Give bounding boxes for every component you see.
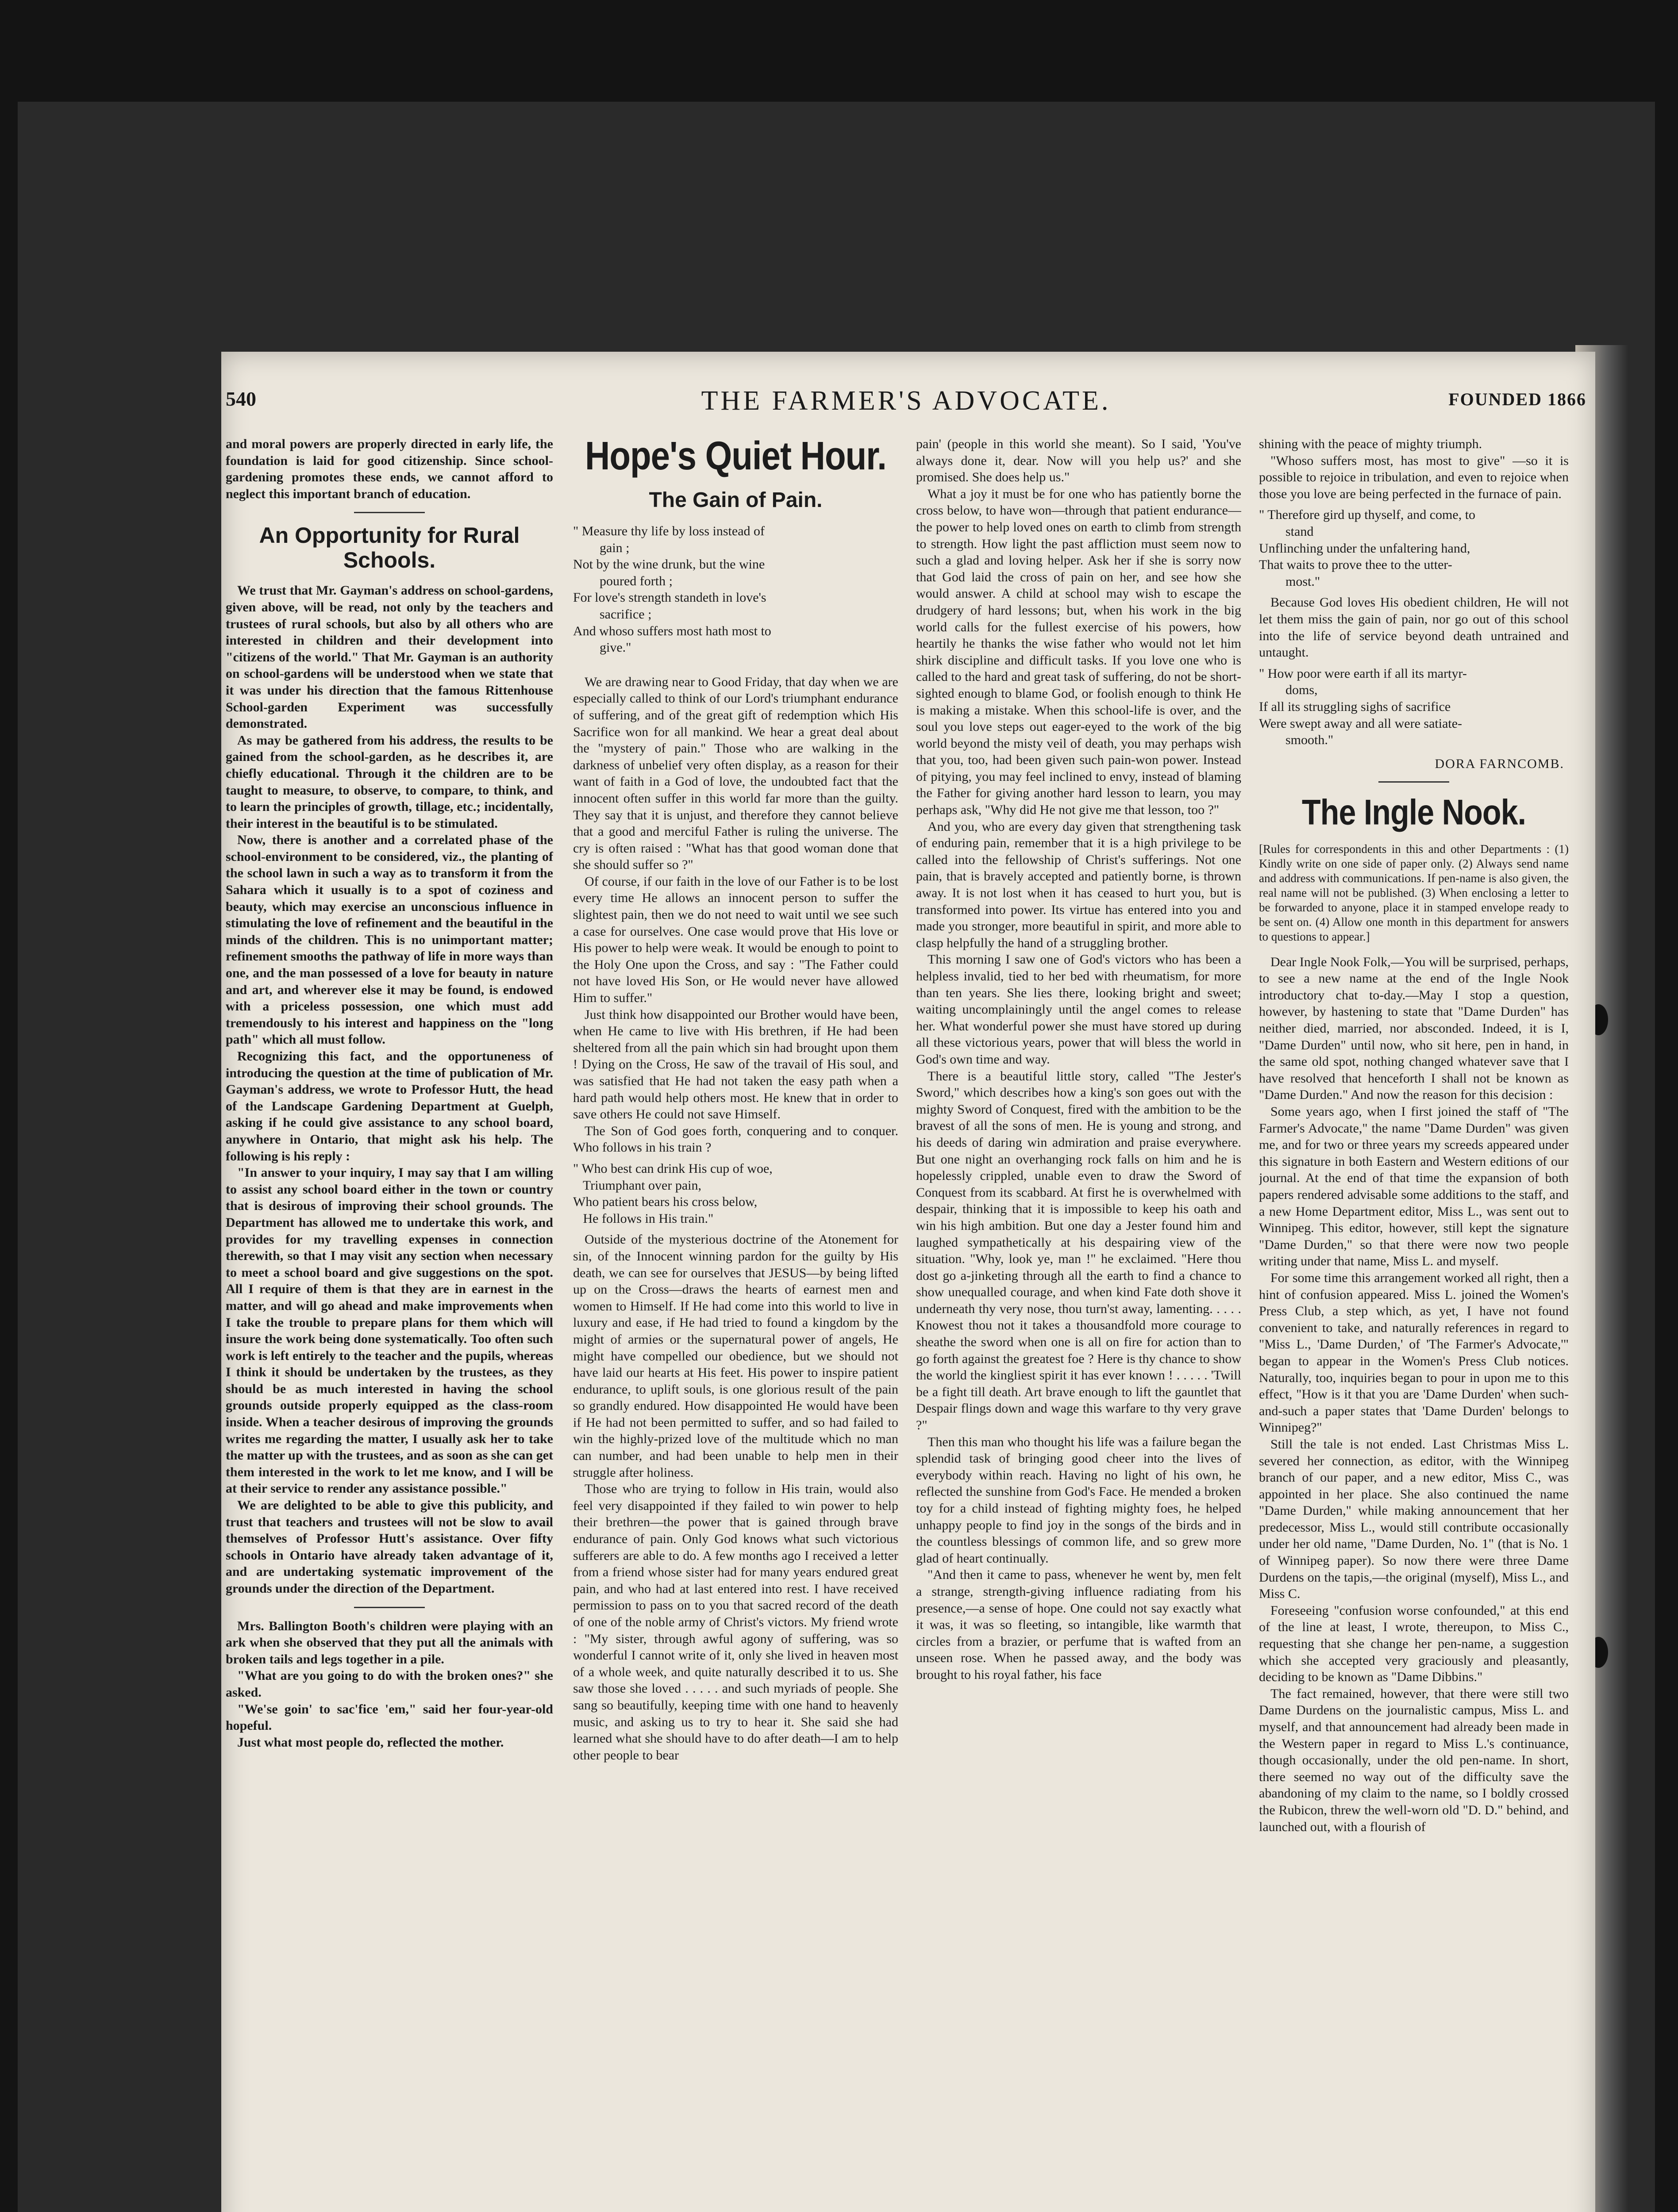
paragraph: Foreseeing "confusion worse confounded," at this end of the line at least, I wrote, thereupon, to Miss C., requesting that she change her pen-name, a suggestion which she accepted very graciously and pleasantly, deciding to be known as "Dame Dibbins." bbox=[1259, 1603, 1569, 1685]
paragraph: The fact remained, however, that there were still two Dame Durdens on the journalistic campus, Miss L. and myself, and that announcement had already been made in the Western paper in regard to Miss L.'s continuance, though occasionally, under the old pen-name. In short, there seemed no way out of the difficulty save the abandoning of my claim to the name, so I boldly crossed the Rubicon, threw the well-worn old "D. D." behind, and launched out, with a flourish of bbox=[1259, 1686, 1569, 1834]
poem-line: Were swept away and all were satiate- bbox=[1259, 716, 1462, 731]
paragraph: "Whoso suffers most, has most to give" —so it is possible to rejoice in tribulation, and even to rejoice when those you love are being perfected in the furnace of pain. bbox=[1259, 453, 1569, 501]
paragraph: Just what most people do, reflected the mother. bbox=[237, 1735, 504, 1750]
paragraph: There is a beautiful little story, called "The Jester's Sword," which describes how a king's son goes out with the mighty Sword of Conquest, fired with the ambition to be the bravest of all the sons of men. He is young and strong, and his deeds of daring win admiration and praise everywhere. But one night an overhanging rock falls on him and he is hopelessly crippled, unable even to draw the Sword of Conquest from its scabbard. At first he is overwhelmed with despair, thinking that it is impossible to keep his oath and win his high ambition. But one day a Jester found him and laughed sympathetically at his despairing view of the situation. "Why, look ye, man !" he exclaimed. "Here thou dost go a-jinketing through all the earth to find a chance to show unequalled courage, and when kind Fate doth shove it underneath thy very nose, thou turn'st away, lamenting. . . . . Knowest thou not it takes a thousandfold more courage to sheathe the sword when one is all on fire for action than to go forth against the greatest foe ? Here is thy chance to show the world the kingliest spirit it has ever known ! . . . . . 'Twill be a fight till death. Art brave enough to lift the gauntlet that Despair flings down and wage this warfare to thy very grave ?" bbox=[916, 1068, 1241, 1433]
paragraph: "And then it came to pass, whenever he went by, men felt a strange, strength-giving influence radiating from his presence,—a sense of hope. One could not say exactly what it was, it was so fleeting, so intangible, like warmth that circles from a brazier, or perfume that is wafted from an unseen rose. When he passed away, and the body was brought to his royal father, his face bbox=[916, 1567, 1241, 1682]
poem-line: He follows in His train." bbox=[573, 1211, 714, 1226]
poem-line: doms, bbox=[1259, 683, 1318, 698]
paragraph: Just think how disappointed our Brother would have been, when He came to live with His brethren, if He had been sheltered from all the pain which sin had brought upon them ! Dying on the Cross, He saw of the travail of His soul, and was satisfied that He had not taken the easy path when a hard path would help others most. He knew that in order to save others He could not save Himself. bbox=[573, 1007, 898, 1122]
correspondent-rules: [Rules for correspondents in this and other Departments : (1) Kindly write on one side of paper only. (2) Always send name and address with communications. If pen-name is also given, the real name will not be published. (3) When enclosing a letter to be forwarded to anyone, place it in stamped envelope ready to be sent on. (4) Allow one month in this department for answers to questions to appear.] bbox=[1259, 842, 1569, 943]
gain-of-pain-subtitle: The Gain of Pain. bbox=[649, 488, 823, 512]
paragraph: Outside of the mysterious doctrine of the Atonement for sin, of the Innocent winning pardon for the guilty by His death, we can see for ourselves that JESUS—by being lifted up on the Cross—draws the hearts of earnest men and women to Himself. If He had come into this world to live in luxury and ease, if He had tried to found a kingdom by the might of armies or the supernatural power of angels, He might have compelled our obedience, but we should not have laid our hearts at His feet. His power to inspire patient endurance, to uplift souls, is one glorious result of the pain so grandly endured. How disappointed He would have been if He had not been permitted to suffer, and so had failed to win the highly-prized love of the multitude which no man can number, and had been unable to help men in their struggle after holiness. bbox=[573, 1232, 898, 1480]
paragraph: Those who are trying to follow in His train, would also feel very disappointed if they failed to win power to help their brethren—the power that is gained through brave endurance of pain. Only God knows what such victorious sufferers are able to do. A few months ago I received a letter from a friend whose sister had for many years endured great pain, and who had at last entered into rest. I have received permission to pass on to you that sacred record of the death of one of the noble army of Christ's victors. My friend wrote : "My sister, through awful agony of suffering, was so wonderful I cannot write of it, only she lived in heaven most of a whole week, and quite naturally described it to us. She saw those she loved . . . . . and such myriads of people. She sang so beautifully, keeping time with one hand to heavenly music, and asking us to try to hear it. She said she had learned what she should have to do after death—I am to help other people to bear bbox=[573, 1482, 898, 1763]
poem-line: smooth." bbox=[1259, 733, 1334, 748]
poem-line: For love's strength standeth in love's bbox=[573, 590, 766, 605]
column-3 bbox=[916, 436, 1241, 2212]
article-columns bbox=[226, 436, 1571, 2212]
paragraph: "In answer to your inquiry, I may say that I am willing to assist any school board either in the town or country that is desirous of improving their school grounds. The Department has allowed me to undertake this work, and provides for my travelling expenses in connection therewith, so that I may visit any section when necessary to meet a school board and give suggestions on the spot. All I require of them is that they are in earnest in the matter, and will go ahead and make improvements when I take the trouble to prepare plans for them which will insure the work being done systematically. Too often such work is left entirely to the teacher and the pupils, whereas I think it should be undertaken by the trustees, as they should be as much interested in having the school grounds outside properly equipped as the class-room inside. When a teacher desirous of improving the grounds writes me regarding the matter, I usually ask her to take the matter up with the trustees, and as soon as she can get them interested in the work to let me know, and I will be at their service to render any assistance possible." bbox=[226, 1165, 553, 1496]
paragraph: Recognizing this fact, and the opportuneness of introducing the question at the time of publication of Mr. Gayman's address, we wrote to Professor Hutt, the head of the Landscape Gardening Department at Guelph, asking if he could give assistance to any school board, anywhere in Ontario, that might ask his help. The following is his reply : bbox=[226, 1049, 553, 1164]
paragraph: Then this man who thought his life was a failure began the splendid task of bringing good cheer into the lives of everybody within reach. Having no light of his own, he reflected the sunshine from God's Face. He mended a broken toy for a child instead of fighting mighty foes, he helped unhappy people to find joy in the songs of the birds and in the countless blessings of common life, and so grew more glad of heart continually. bbox=[916, 1434, 1241, 1566]
divider bbox=[1378, 781, 1449, 783]
paragraph: "What are you going to do with the broken ones?" she asked. bbox=[226, 1668, 553, 1700]
paragraph: What a joy it must be for one who has patiently borne the cross below, to have won—through that patient endurance—the power to help loved ones on earth to climb from strength to strength. How light the past affliction must seem now to such a glad and loving helper. Ask her if she is sorry now that God laid the cross of pain on her, and see how she would answer. A child at school may wish to escape the drudgery of hard lessons; but, when his work in the big world calls for the fullest exercise of his powers, how heartily he thanks the wise father who would not let him shirk discipline and difficult tasks. If you love one who is called to the hard and great task of suffering, do not be short-sighted enough to blame God, or foolish enough to think He is making a mistake. When this school-life is over, and the soul you love steps out eager-eyed to the work of the big world beyond the misty veil of death, you may perhaps wish that you, too, had been given such pain-won power. Instead of pitying, you may feel inclined to envy, instead of blaming the Father for giving another hard lesson to learn, you may perhaps ask, "Why did He not give me that lesson, too ?" bbox=[916, 486, 1241, 818]
poem-line: If all its struggling sighs of sacrifice bbox=[1259, 699, 1451, 714]
paragraph: We are drawing near to Good Friday, that day when we are especially called to think of our Lord's triumphant endurance of suffering, and of the great gift of redemption which His Sacrifice won for all mankind. We hear a great deal about the "mystery of pain." Those who are walking in the darkness of unbelief very often display, as a reason for their want of faith in a God of love, the undoubted fact that the innocent often suffer in this world far more than the guilty. They say that it is unjust, and therefore they cannot believe that a good and merciful Father is ruling the universe. The cry is often raised : "What has that good woman done that she should suffer so ?" bbox=[573, 674, 898, 872]
poem bbox=[573, 1160, 898, 1227]
page-number: 540 bbox=[226, 388, 256, 410]
poem-line: Triumphant over pain, bbox=[573, 1178, 701, 1193]
poem-line: " Measure thy life by loss instead of bbox=[573, 524, 765, 538]
hopes-quiet-hour-title: Hope's Quiet Hour. bbox=[585, 436, 886, 478]
divider bbox=[354, 512, 425, 513]
poem-line: give." bbox=[573, 640, 631, 655]
poem-line: " Therefore gird up thyself, and come, to bbox=[1259, 507, 1476, 522]
column-4 bbox=[1259, 436, 1569, 2212]
masthead: THE FARMER'S ADVOCATE. bbox=[701, 386, 1111, 416]
ingle-nook-title: The Ingle Nook. bbox=[1301, 792, 1526, 832]
poem-line: gain ; bbox=[573, 540, 630, 555]
poem bbox=[1259, 665, 1569, 749]
paragraph: We trust that Mr. Gayman's address on school-gardens, given above, will be read, not only by the teachers and trustees of rural schools, but also by all others who are interested in children and their development into "citizens of the world." That Mr. Gayman is an authority on school-gardens will be understood when we state that it was under his direction that the famous Rittenhouse School-garden Experiment was successfully demonstrated. bbox=[226, 583, 553, 731]
founded-date: FOUNDED 1866 bbox=[1448, 389, 1586, 409]
poem-line: Unflinching under the unfaltering hand, bbox=[1259, 541, 1470, 556]
paragraph: And you, who are every day given that strengthening task of enduring pain, remember that it is a high privilege to be called into the fellowship of Christ's sufferings. Not one pain, that is bravely accepted and patiently borne, is thrown away. It is not lost when it has ceased to hurt you, but is transformed into power. Its virtue has entered into you and made you stronger, more beautiful in spirit, and more able to clasp helpfully the hand of a struggling brother. bbox=[916, 819, 1241, 950]
paragraph: "We'se goin' to sac'fice 'em," said her four-year-old hopeful. bbox=[226, 1701, 553, 1733]
paragraph: Some years ago, when I first joined the staff of "The Farmer's Advocate," the name "Dame Durden" was given me, and for two or three years my screeds appeared under this signature in both Eastern and Western editions of our journal. At the end of that time the expansion of both papers rendered advisable some additions to the staff, and a new Home Department editor, Miss L., was sent out to Winnipeg. This editor, however, still kept the signature "Dame Durden," so that there were now two people writing under that name, Miss L. and myself. bbox=[1259, 1104, 1569, 1269]
poem-line: " Who best can drink His cup of woe, bbox=[573, 1161, 773, 1176]
paragraph: shining with the peace of mighty triumph. bbox=[1259, 437, 1482, 451]
divider bbox=[354, 1607, 425, 1608]
column-2 bbox=[573, 436, 898, 2212]
paragraph: Now, there is another and a correlated phase of the school-environment to be considered, viz., the planting of the school lawn in such a way as to transform it from the Sahara which it usually is to a spot of coziness and beauty, which may exercise an unconscious influence in stimulating the love of refinement and the beautiful in the minds of the children. This is no unimportant matter; refinement smooths the pathway of life in more ways than one, and the man possessed of a love for beauty in nature and art, and wherever else it may be found, is endowed with a priceless possession, one which must add tremendously to his interest and happiness on the "long path" which all must follow. bbox=[226, 833, 553, 1047]
paragraph: Dear Ingle Nook Folk,—You will be surprised, perhaps, to see a new name at the end of the Ingle Nook introductory chat to-day.—May I stop a question, however, by hastening to state that "Dame Durden" has neither died, married, nor absconded. Indeed, it is I, "Dame Durden" until now, who sit here, pen in hand, in the same old spot, nothing changed whatever save that I have resolved that henceforth I shall not be known as "Dame Durden." And now the reason for this decision : bbox=[1259, 954, 1569, 1102]
rural-schools-heading: An Opportunity for Rural Schools. bbox=[259, 523, 520, 573]
paragraph: This morning I saw one of God's victors who has been a helpless invalid, tied to her bed with rheumatism, for more than ten years. She lies there, looking bright and sweet; waiting uncomplainingly until the angel comes to release her. What wonderful power she must have stored up during all these victorious years, power that will bless the world in God's own time and way. bbox=[916, 952, 1241, 1067]
page-header bbox=[226, 387, 1586, 427]
poem-line: sacrifice ; bbox=[573, 607, 652, 622]
poem bbox=[573, 523, 898, 656]
paragraph: pain' (people in this world she meant). So I said, 'You've always done it, dear. Now will you help us?' and she promised. She does help us." bbox=[916, 437, 1241, 485]
poem-line: That waits to prove thee to the utter- bbox=[1259, 557, 1452, 572]
poem-line: Not by the wine drunk, but the wine bbox=[573, 557, 765, 572]
paragraph: We are delighted to be able to give this publicity, and trust that teachers and trustees will not be slow to avail themselves of Professor Hutt's assistance. Over fifty schools in Ontario have already taken advantage of it, and are undertaking systematic improvement of the grounds under the direction of the Department. bbox=[226, 1498, 553, 1596]
paragraph: For some time this arrangement worked all right, then a hint of confusion appeared. Miss L. joined the Women's Press Club, a step which, as yet, I have not found convenient to take, and naturally references in regard to "Miss L., 'Dame Durden,' of 'The Farmer's Advocate,'" began to appear in the Women's Press Club notices. Naturally, too, inquiries began to pour in upon me to this effect, "How is it that you are 'Dame Durden' when such-and-such a paper states that 'Dame Durden' belongs to Winnipeg?" bbox=[1259, 1270, 1569, 1435]
newspaper-page bbox=[221, 352, 1595, 2212]
paragraph: Still the tale is not ended. Last Christmas Miss L. severed her connection, as editor, with the Winnipeg branch of our paper, and a new editor, Miss C., was appointed in her place. She also continued the name "Dame Durden," while making announcement that her predecessor, Miss L., would still contribute occasionally under her old name, "Dame Durden, No. 1" (that is No. 1 of Winnipeg paper). So now there were three Dame Durdens on the tapis,—the original (myself), Miss L., and Miss C. bbox=[1259, 1436, 1569, 1601]
poem-line: Who patient bears his cross below, bbox=[573, 1194, 758, 1210]
intro-paragraph: and moral powers are properly directed in early life, the foundation is laid for good citizenship. Since school-gardening promotes these ends, we cannot afford to neglect this important branch of education. bbox=[226, 437, 553, 501]
paragraph: As may be gathered from his address, the results to be gained from the school-garden, as he describes it, are chiefly educational. Through it the children are to be taught to measure, to observe, to compare, to think, and to learn the principles of growth, tillage, etc.; incidentally, their interest in the beautiful is to be stimulated. bbox=[226, 733, 553, 831]
paragraph: Of course, if our faith in the love of our Father is to be lost every time He allows an innocent person to suffer the slightest pain, then we do not need to wait until we see such a case for ourselves. One case would prove that His love or His power to help were weak. It would be enough to point to the Holy One upon the Cross, and say : "The Father could not have loved His Son, or He would never have allowed Him to suffer." bbox=[573, 874, 898, 1006]
poem bbox=[1259, 507, 1569, 590]
paragraph: Mrs. Ballington Booth's children were playing with an ark when she observed that they put all the animals with broken tails and legs together in a pile. bbox=[226, 1618, 553, 1667]
author-signature: DORA FARNCOMB. bbox=[1435, 756, 1564, 771]
poem-line: poured forth ; bbox=[573, 573, 673, 588]
paragraph: Because God loves His obedient children, He will not let them miss the gain of pain, nor go out of this school into the life of service beyond death untrained and untaught. bbox=[1259, 595, 1569, 660]
poem-line: most." bbox=[1259, 574, 1320, 589]
poem-line: stand bbox=[1259, 524, 1314, 539]
column-1 bbox=[226, 436, 553, 2212]
poem-line: " How poor were earth if all its martyr- bbox=[1259, 666, 1467, 681]
paragraph: The Son of God goes forth, conquering and to conquer. Who follows in his train ? bbox=[573, 1123, 898, 1155]
poem-line: And whoso suffers most hath most to bbox=[573, 623, 771, 638]
